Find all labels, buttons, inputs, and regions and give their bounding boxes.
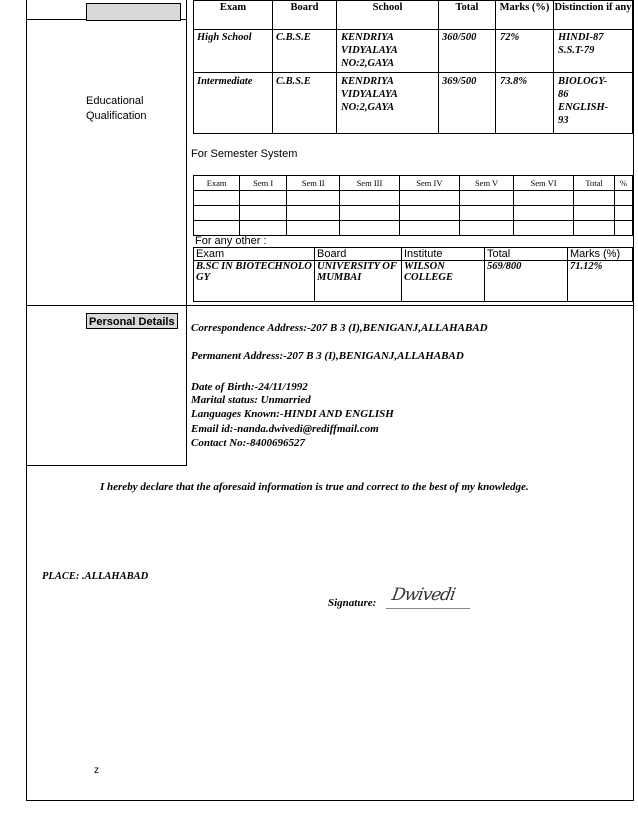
other-institute: WILSON COLLEGE xyxy=(402,261,485,302)
col-total: Total xyxy=(455,2,479,13)
row1-distinction: HINDI-87 S.S.T-79 xyxy=(558,32,604,56)
col-exam: Exam xyxy=(219,2,247,13)
label-header-box xyxy=(86,3,181,21)
row2-school: KENDRIYA VIDYALAYA NO:2,GAYA xyxy=(341,76,398,113)
personal-label: Personal Details xyxy=(86,313,178,329)
signature-image xyxy=(386,581,470,611)
date-of-birth: Date of Birth:-24/11/1992 xyxy=(191,381,308,393)
sem-col-exam: Exam xyxy=(194,176,240,191)
place: PLACE: .ALLAHABAD xyxy=(42,571,149,582)
permanent-address: Permanent Address:-207 B 3 (I),BENIGANJ,ALLAHABAD xyxy=(191,350,464,362)
semester-empty-row xyxy=(194,206,633,221)
section-divider xyxy=(26,305,634,306)
personal-bottom-rule xyxy=(26,465,187,466)
semester-empty-row xyxy=(194,191,633,206)
row1-marks: 72% xyxy=(500,32,520,43)
col-school: School xyxy=(372,2,403,13)
signature-text: Dwivedi xyxy=(390,585,457,605)
row2-exam: Intermediate xyxy=(197,76,253,87)
label-column-divider xyxy=(186,0,187,465)
sem-col-1: Sem I xyxy=(240,176,287,191)
row2-distinction: BIOLOGY-86 ENGLISH-93 xyxy=(558,76,609,126)
footer-mark: z xyxy=(94,765,99,776)
semester-header-row xyxy=(194,176,633,191)
page-left-border xyxy=(26,0,27,800)
other-title: For any other : xyxy=(195,235,267,247)
other-marks: 71.12% xyxy=(568,261,633,302)
marital-status: Marital status: Unmarried xyxy=(191,394,311,406)
row1-exam: High School xyxy=(197,32,252,43)
sem-col-6: Sem VI xyxy=(514,176,574,191)
row1-board: C.B.S.E xyxy=(276,32,311,43)
signature-label: Signature: xyxy=(328,597,377,609)
other-board: UNIVERSITY OF MUMBAI xyxy=(315,261,402,302)
other-col-marks: Marks (%) xyxy=(568,248,633,261)
semester-title: For Semester System xyxy=(191,148,298,160)
other-col-exam: Exam xyxy=(194,248,315,261)
email-id: Email id:-nanda.dwivedi@rediffmail.com xyxy=(191,423,379,435)
other-col-board: Board xyxy=(315,248,402,261)
row2-total: 369/500 xyxy=(442,76,477,87)
col-distinction: Distinction if any xyxy=(554,2,632,13)
other-header-row xyxy=(194,248,633,261)
sem-col-3: Sem III xyxy=(340,176,399,191)
row2-board: C.B.S.E xyxy=(276,76,311,87)
declaration: I hereby declare that the aforesaid information is true and correct to the best of my knowledge. xyxy=(100,481,529,493)
other-col-institute: Institute xyxy=(402,248,485,261)
sem-col-2: Sem II xyxy=(287,176,340,191)
semester-empty-row xyxy=(194,221,633,236)
sem-col-total: Total xyxy=(574,176,615,191)
row1-school: KENDRIYA VIDYALAYA NO:2,GAYA xyxy=(341,32,398,69)
languages-known: Languages Known:-HINDI AND ENGLISH xyxy=(191,408,394,420)
correspondence-address: Correspondence Address:-207 B 3 (I),BENIGANJ,ALLAHABAD xyxy=(191,322,488,334)
page-right-border xyxy=(633,0,634,800)
education-label: Educational Qualification xyxy=(86,95,147,122)
other-col-total: Total xyxy=(485,248,568,261)
row1-total: 360/500 xyxy=(442,32,477,43)
other-exam: B.SC IN BIOTECHNOLOGY xyxy=(194,261,315,302)
col-marks: Marks (%) xyxy=(499,2,550,13)
row2-marks: 73.8% xyxy=(500,76,528,87)
sem-col-percent: % xyxy=(614,176,632,191)
contact-number: Contact No:-8400696527 xyxy=(191,437,305,449)
sem-col-4: Sem IV xyxy=(399,176,459,191)
other-table xyxy=(193,247,633,302)
col-board: Board xyxy=(290,2,319,13)
other-data-row xyxy=(194,261,633,302)
semester-table xyxy=(193,175,633,236)
page-bottom-border xyxy=(26,800,634,801)
other-total: 569/800 xyxy=(485,261,568,302)
sem-col-5: Sem V xyxy=(460,176,514,191)
